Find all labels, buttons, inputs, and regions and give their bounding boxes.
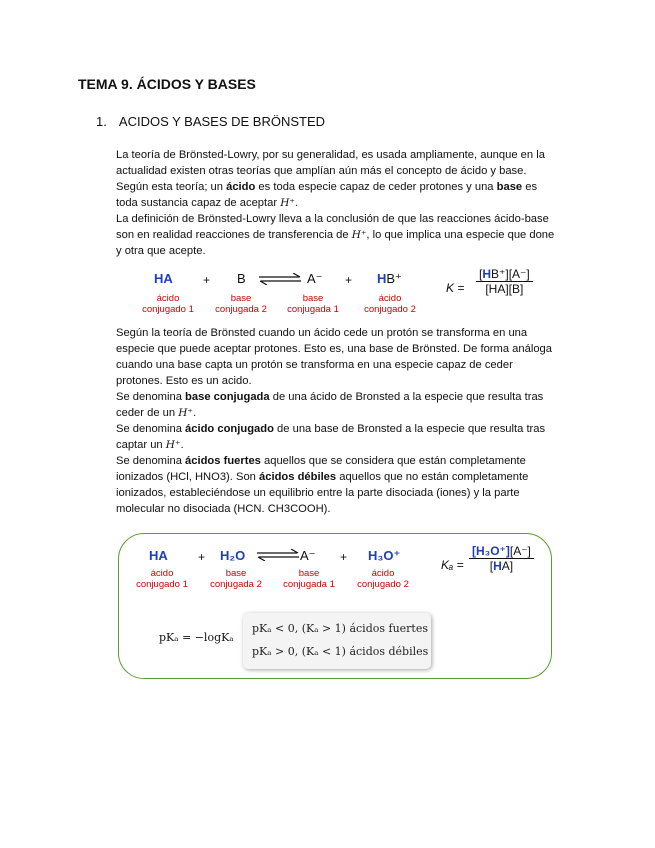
text-line: especie que puede aceptar protones. Esto es, una base de Brönsted. De forma análoga bbox=[116, 343, 552, 355]
plus-sign: + bbox=[198, 550, 206, 564]
text-line: La definición de Brönsted-Lowry lleva a la conclusión de que las reacciones ácido-base bbox=[116, 213, 549, 225]
species-hb-plus: HB⁺ bbox=[377, 271, 402, 286]
text-line: ionizados, estableciéndose un equilibrio entre la parte disociada (iones) y la parte bbox=[116, 487, 520, 499]
equilibrium-arrows-icon bbox=[255, 549, 301, 561]
definitions-paragraph bbox=[116, 325, 576, 517]
species-ha: HA bbox=[154, 271, 173, 286]
section-heading bbox=[96, 114, 325, 129]
text-line: Se denomina ácidos fuertes aquellos que se considera que están completamente bbox=[116, 455, 526, 467]
text-line: Según esta teoría; un ácido es toda especie capaz de ceder protones y una base es bbox=[116, 181, 538, 193]
bronsted-equation bbox=[140, 265, 560, 325]
ka-denominator: [HA] bbox=[489, 559, 514, 573]
k-denominator: [HA][B] bbox=[485, 282, 524, 296]
pka-criteria-panel bbox=[243, 613, 431, 669]
text-line: La teoría de Brönsted-Lowry, por su generalidad, es usada ampliamente, aunque en la bbox=[116, 149, 545, 161]
term-base: base bbox=[496, 181, 523, 193]
text-line: toda sustancia capaz de aceptar H⁺. bbox=[116, 197, 299, 209]
species-a-minus: A⁻ bbox=[300, 548, 316, 563]
text-line: ceder de un H⁺. bbox=[116, 407, 197, 419]
plus-sign: + bbox=[345, 273, 353, 287]
text-line: Según la teoría de Brönsted cuando un ácido cede un protón se transforma en una bbox=[116, 327, 528, 339]
weak-acid-criterion: pKₐ > 0, (Kₐ < 1) ácidos débiles bbox=[252, 645, 429, 658]
label-acido-conjugado-2: ácido conjugado 2 bbox=[364, 293, 416, 315]
plus-sign: + bbox=[203, 273, 211, 287]
species-ha: HA bbox=[149, 548, 168, 563]
hplus-symbol: H⁺. bbox=[165, 439, 184, 451]
term-acidos-fuertes: ácidos fuertes bbox=[185, 455, 261, 467]
label-base-conjugada-2: base conjugada 2 bbox=[215, 293, 267, 315]
species-h2o: H₂O bbox=[220, 548, 246, 563]
section-number: 1. bbox=[96, 114, 107, 129]
text-line: ionizados (HCl, HNO3). Son ácidos débiles aquellos que no están completamente bbox=[116, 471, 529, 483]
ka-numerator: [H₃O⁺][A⁻] bbox=[469, 544, 534, 559]
text-line: son en realidad reacciones de transferencia de H⁺, lo que implica una especie que done bbox=[116, 229, 555, 241]
hplus-symbol: H⁺. bbox=[280, 197, 299, 209]
text-line: actualidad existen otras teorías que amplían aún más el concepto de ácido y base. bbox=[116, 165, 527, 177]
label-base-conjugada-1: base conjugada 1 bbox=[287, 293, 339, 315]
k-numerator: [HB⁺][A⁻] bbox=[476, 267, 533, 282]
term-base-conjugada: base conjugada bbox=[185, 391, 270, 403]
text-line: Se denomina base conjugada de una ácido de Bronsted a la especie que resulta tras bbox=[116, 391, 544, 403]
species-h3o-plus: H₃O⁺ bbox=[368, 548, 401, 563]
hplus-symbol: H⁺ bbox=[351, 229, 367, 241]
equilibrium-arrows-icon bbox=[257, 273, 303, 285]
text-line: molecular no disociada (HCN. CH3COOH). bbox=[116, 503, 331, 515]
label-acido-conjugado-1: ácido conjugado 1 bbox=[142, 293, 194, 315]
text-line: cuando una base capta un protón se transforma en una especie capaz de ceder bbox=[116, 359, 513, 371]
k-fraction bbox=[476, 267, 533, 296]
ka-summary-box bbox=[118, 533, 552, 679]
label-acido-conjugado-2: ácido conjugado 2 bbox=[357, 568, 409, 590]
ka-symbol: Kₐ = bbox=[441, 558, 464, 572]
text-line: captar un H⁺. bbox=[116, 439, 184, 451]
hplus-symbol: H⁺. bbox=[178, 407, 197, 419]
plus-sign: + bbox=[340, 550, 348, 564]
strong-acid-criterion: pKₐ < 0, (Kₐ > 1) ácidos fuertes bbox=[252, 622, 428, 635]
pka-definition: pKₐ = −logKₐ bbox=[159, 631, 234, 644]
k-symbol: K = bbox=[446, 281, 465, 295]
label-base-conjugada-2: base conjugada 2 bbox=[210, 568, 262, 590]
page-title: TEMA 9. ÁCIDOS Y BASES bbox=[78, 76, 256, 92]
species-b: B bbox=[237, 271, 246, 286]
text-line: y otra que acepte. bbox=[116, 245, 206, 257]
text-line: protones. Esto es un acido. bbox=[116, 375, 252, 387]
label-base-conjugada-1: base conjugada 1 bbox=[283, 568, 335, 590]
term-acido: ácido bbox=[226, 181, 256, 193]
section-label: ACIDOS Y BASES DE BRÖNSTED bbox=[118, 114, 326, 129]
intro-paragraph bbox=[116, 147, 576, 259]
term-acido-conjugado: ácido conjugado bbox=[185, 423, 274, 435]
term-acidos-debiles: ácidos débiles bbox=[259, 471, 337, 483]
ka-fraction bbox=[469, 544, 534, 573]
label-acido-conjugado-1: ácido conjugado 1 bbox=[136, 568, 188, 590]
species-a-minus: A⁻ bbox=[307, 271, 323, 286]
text-line: Se denomina ácido conjugado de una base de Bronsted a la especie que resulta tras bbox=[116, 423, 546, 435]
